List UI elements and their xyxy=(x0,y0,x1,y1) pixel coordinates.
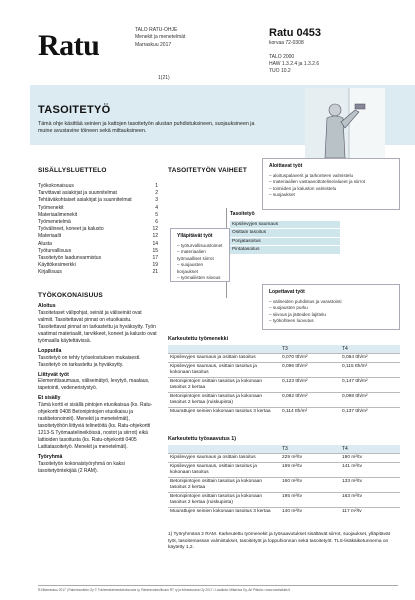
toc-item[interactable] xyxy=(38,219,158,226)
footnote: 1) Työryhmänä 2 RAM. Karkeutettu työmenekit ja työsaavutukset sisältävät siirrot, suojaukset, ylläpitävät työt, tasoitemassan valmistukset, tasoitetyöt ja loppuhionnan sekä tasoitetyöt. TLS-lisäkäiketunnema on käytetty 1,2. xyxy=(168,532,391,551)
toc-item[interactable] xyxy=(38,226,158,233)
toc-item-label: Käyttökesimerkki xyxy=(38,262,76,269)
cell-t4: 0,115 tth/m² xyxy=(340,363,400,378)
cell-t3: 140 m²/tv xyxy=(280,508,340,517)
cell-t3: 169 m²/tv xyxy=(280,463,340,478)
phase-list-item: – työmaliisten siivous xyxy=(177,275,223,282)
table-row xyxy=(168,354,400,363)
row-label: Kipsilevyjen saumaus ja osittain tasoitus xyxy=(168,454,280,463)
toc-item[interactable] xyxy=(38,248,158,255)
start-phase-list xyxy=(269,173,393,199)
toc-item-label: Materiaalimenekit xyxy=(38,211,78,218)
cell-t3: 160 m²/tv xyxy=(280,478,340,493)
table-row xyxy=(168,363,400,378)
cell-t3: 0,114 tth/m² xyxy=(280,408,340,417)
row-label: Kipsilevyjen saumaus ja osittain tasoitus xyxy=(168,354,280,363)
work-phase-bar: Pintatasoitus xyxy=(230,246,340,254)
toc-item-label: Materiaalit xyxy=(38,233,62,240)
overhead-phase-box xyxy=(170,228,230,282)
card-info xyxy=(269,26,321,75)
work-table-caption: Karkeutettu työmenekki xyxy=(168,336,229,342)
end-phase-list xyxy=(269,299,393,325)
table-row xyxy=(168,478,400,493)
work-phase-bar: Osittain tasoitus xyxy=(230,229,340,237)
col-t3-header: T3 xyxy=(280,445,340,454)
header-line-1: TALO RATU-OHJE xyxy=(135,27,178,33)
page-number: 1(21) xyxy=(158,75,170,81)
col-t3-header: T3 xyxy=(280,345,340,354)
overview-subheading: Aloitus xyxy=(38,303,56,309)
page-title: TASOITETYÖ xyxy=(38,104,111,116)
toc-item[interactable] xyxy=(38,197,158,204)
overview-subheading: Liittyvät työt xyxy=(38,371,69,378)
cell-t3: 0,096 tth/m² xyxy=(280,363,340,378)
table-row xyxy=(168,408,400,417)
work-consumption-table xyxy=(168,345,400,416)
table-row xyxy=(168,393,400,408)
phases-heading: TASOITETYÖN VAIHEET xyxy=(168,167,248,174)
row-label: Betonipintojen osittain tasoitus ja kokonaan tasoitus 2 kertaa xyxy=(168,478,280,493)
toc-item[interactable] xyxy=(38,233,158,240)
toc-item-label: Työturvallisuus xyxy=(38,247,72,254)
toc-item[interactable] xyxy=(38,241,158,248)
row-label: Muurattujen seinien kokonaan tasoitus 3 kertaa xyxy=(168,508,280,517)
cell-t4: 117 m²/tv xyxy=(340,508,400,517)
table-row xyxy=(168,493,400,508)
phase-list-item: – materiaalien vastaanottoteline/alueet ja siirrot xyxy=(269,179,393,186)
ratu-logo: Ratu xyxy=(38,29,100,62)
header-line-2: Menekit ja menetelmät xyxy=(135,34,186,41)
toc-item-page: 4 xyxy=(155,204,158,211)
overview-section xyxy=(38,300,158,475)
toc-item[interactable] xyxy=(38,212,158,219)
overview-paragraph: Elementtisaumaus, väliseinätyö, levytyö, maalaus, tapetointi, vedeneristystyö. xyxy=(38,378,150,392)
toc-item-label: Tasoitetyön laadunvarmistus xyxy=(38,255,102,262)
table-row xyxy=(168,378,400,393)
cell-t4: 0,098 tth/m² xyxy=(340,393,400,408)
work-phase-bar: Ponjatasoitus xyxy=(230,238,340,246)
col-t4-header: T4 xyxy=(340,345,400,354)
phase-list-item: – välineiden puhdistus ja varastointi xyxy=(269,299,393,306)
toc-item[interactable] xyxy=(38,269,158,276)
toc-item-label: Alusta xyxy=(38,240,52,247)
toc-item-page: 6 xyxy=(155,219,158,226)
page-footer: RJ/Marraskuu 2017 | Rakennustieto Oy © Tuhlemaksimeskeluksuuria ry, Rakennusteollisuus RT ry ja Infraseurana Oy 2017 • Laadinta: Mittaviva Oy, Ari Pitkola • www.ratuhakkis.fi xyxy=(38,585,398,592)
phase-list-item: – siivous ja jätteiden lajittelu xyxy=(269,312,393,319)
work-phase-block xyxy=(230,211,340,255)
toc-item-page: 14 xyxy=(152,240,158,247)
col-t4-header: T4 xyxy=(340,445,400,454)
toc-item-page: 19 xyxy=(152,262,158,269)
output-table-caption: Karkeutettu työsaavutus 1) xyxy=(168,436,236,442)
table-row xyxy=(168,508,400,517)
toc-item-label: Työmenekit xyxy=(38,204,64,211)
cell-t4: 0,137 tth/m² xyxy=(340,408,400,417)
cell-t3: 229 m²/tv xyxy=(280,454,340,463)
toc-item-label: Työkokonaisuus xyxy=(38,183,74,189)
overview-paragraph: Tasoitetyön kokonaistyöryhmä on kaksi tasoitetyöntekijää (2 RAM). xyxy=(38,460,125,474)
start-phase-title: Aloittavat työt xyxy=(269,163,303,169)
tuo-code: TUO 10.2 xyxy=(269,68,291,75)
row-label: Betonipintojen osittain tasoitus ja kokonaan tasoitus 2 kertaa (ruiskupinta) xyxy=(168,493,280,508)
row-label: Muurattujen seinien kokonaan tasoitus 3 kertaa xyxy=(168,408,280,417)
row-label: Kipsilevyjen saumaus, osittain tasoitus ja kokonaan tasoitus xyxy=(168,363,280,378)
overview-paragraph: Tasoitetyö on tehty työselostuksen mukaisesti. Tasoitetyö on tarkastettu ja hyväksytty. xyxy=(38,354,141,368)
page-header xyxy=(0,0,415,85)
toc-item-label: Tarvittavat asiakirjat ja suunnitelmat xyxy=(38,190,117,197)
toc-item-label: Tehtäväkohtaiset asiakirjat ja suunnitelmat xyxy=(38,197,132,204)
toc-item-page: 15 xyxy=(152,247,158,254)
toc-item-page: 12 xyxy=(152,226,158,233)
cell-t3: 0,070 tth/m² xyxy=(280,354,340,363)
work-phase-bars xyxy=(230,221,340,254)
table-header-row xyxy=(168,445,400,454)
overview-heading: TYÖKOKONAISUUS xyxy=(38,292,103,299)
toc-item-page: 2 xyxy=(155,190,158,197)
cell-t3: 0,123 tth/m² xyxy=(280,378,340,393)
cell-t3: 195 m²/tv xyxy=(280,493,340,508)
cell-t4: 141 m²/tv xyxy=(340,463,400,478)
toc-item-label: Työvälineet, koneet ja kalusto xyxy=(38,226,104,233)
overhead-phase-title: Ylläpitävät työt xyxy=(177,233,213,239)
phase-list-item: – suojaukset xyxy=(269,192,393,199)
table-of-contents xyxy=(38,183,158,277)
toc-heading: SISÄLLYSLUETTELO xyxy=(38,167,107,174)
cell-t4: 163 m²/tv xyxy=(340,493,400,508)
toc-item-page: 17 xyxy=(152,255,158,262)
toc-item[interactable] xyxy=(38,183,158,190)
toc-item-page: 3 xyxy=(155,197,158,204)
replaces-text: korvaa 72-0308 xyxy=(269,40,304,47)
overview-subheading: Lopputila xyxy=(38,347,62,354)
phase-list-item: – työkohteen luovutus xyxy=(269,318,393,325)
card-number: Ratu 0453 xyxy=(269,27,321,39)
toc-item-page: 1 xyxy=(155,183,158,189)
toc-item-page: 21 xyxy=(152,269,158,276)
cell-t4: 133 m²/tv xyxy=(340,478,400,493)
overview-subheading: Et sisälly xyxy=(38,395,61,402)
table-row xyxy=(168,454,400,463)
start-phase-box xyxy=(262,158,400,210)
cell-t3: 0,082 tth/m² xyxy=(280,393,340,408)
cell-t4: 0,084 tth/m² xyxy=(340,354,400,363)
cell-t4: 0,147 tth/m² xyxy=(340,378,400,393)
phase-list-item: – suojausten purku xyxy=(269,305,393,312)
toc-item-label: Työmenetelmä xyxy=(38,219,71,226)
toc-item-label: Kirjallisuus xyxy=(38,269,62,276)
toc-item-page: 5 xyxy=(155,211,158,218)
row-label: Kipsilevyjen saumaus, osittain tasoitus ja kokonaan tasoitus xyxy=(168,463,280,478)
toc-item[interactable] xyxy=(38,262,158,269)
row-label: Betonipintojen osittain tasoitus ja kokonaan tasoitus 2 kertaa (ruiskupinta) xyxy=(168,393,280,408)
end-phase-title: Lopettavat työt xyxy=(269,289,305,295)
phase-list-item: – työturvallisuustoimet xyxy=(177,243,223,250)
row-label: Betonipintojen osittain tasoitus ja kokonaan tasoitus 2 kertaa xyxy=(168,378,280,393)
toc-item-page: 12 xyxy=(152,233,158,240)
work-output-table xyxy=(168,445,400,516)
toc-item[interactable] xyxy=(38,190,158,197)
end-phase-box xyxy=(262,284,400,330)
haw-code: HAW 1.3.2.4 ja 1.3.2.6 xyxy=(269,60,320,67)
talo-code: TALO 2000 xyxy=(269,53,295,60)
header-line-3: Marraskuu 2017 xyxy=(135,41,172,48)
work-phase-bar: Kipsilevyjen saumaus xyxy=(230,221,340,229)
intro-text: Tämä ohje käsittää seinien ja kattojen tasoitetyön alustan puhdistuksineen, suojauksineen ja muine avustavine töineen sekä mittauksineen. xyxy=(38,121,255,134)
overview-paragraph: Tasoitetaset välipohjat, seinät ja väliseinät ovat valmiit. Tasoitettavat pinnat on etuoikaistu. Tasoitettavat pinnat on tarkastettu ja hyväksytty. Työn vaatimat materiaalit, tarvikkeet, koneet ja kalusto ovat työmaalla käytettävissä. xyxy=(38,309,157,344)
overhead-phase-list xyxy=(177,243,223,282)
toc-item[interactable] xyxy=(38,205,158,212)
overview-paragraph: Tämä kortti ei sisällä pintojen etuoikaisua (ks. Ratu-ohjekortti 0408 Betonipintojen etuoikaisu ja raskbetonoinnit). Menekit ja menetelmät), tasoitetyöhön liittyviä telinetöitä (ks. Ratu-ohjekortti 1213-S Työmaatelineiköissä, nostot ja siirrot) eikä lattioiden tasoitusta (ks. Ratu-ohjekortti 0405 Lattiatasoitetyö. Menekit ja menetelmät). xyxy=(38,402,153,450)
phase-list-item: – toimiiden ja kaluston valmistelu xyxy=(269,186,393,193)
phase-list-item: – suojausten korjaukset xyxy=(177,262,223,275)
work-phase-title: Tasoitetyö xyxy=(230,211,255,217)
overview-subheading: Työryhmä xyxy=(38,454,63,460)
cell-t4: 190 m²/tv xyxy=(340,454,400,463)
table-header-row xyxy=(168,345,400,354)
toc-item[interactable] xyxy=(38,255,158,262)
table-row xyxy=(168,463,400,478)
phase-list-item: – aloituspalaverit ja tarkonteen valmistelu xyxy=(269,173,393,180)
phase-list-item: – materiaalien työmaalliset siirrot xyxy=(177,249,223,262)
header-meta xyxy=(135,27,185,49)
